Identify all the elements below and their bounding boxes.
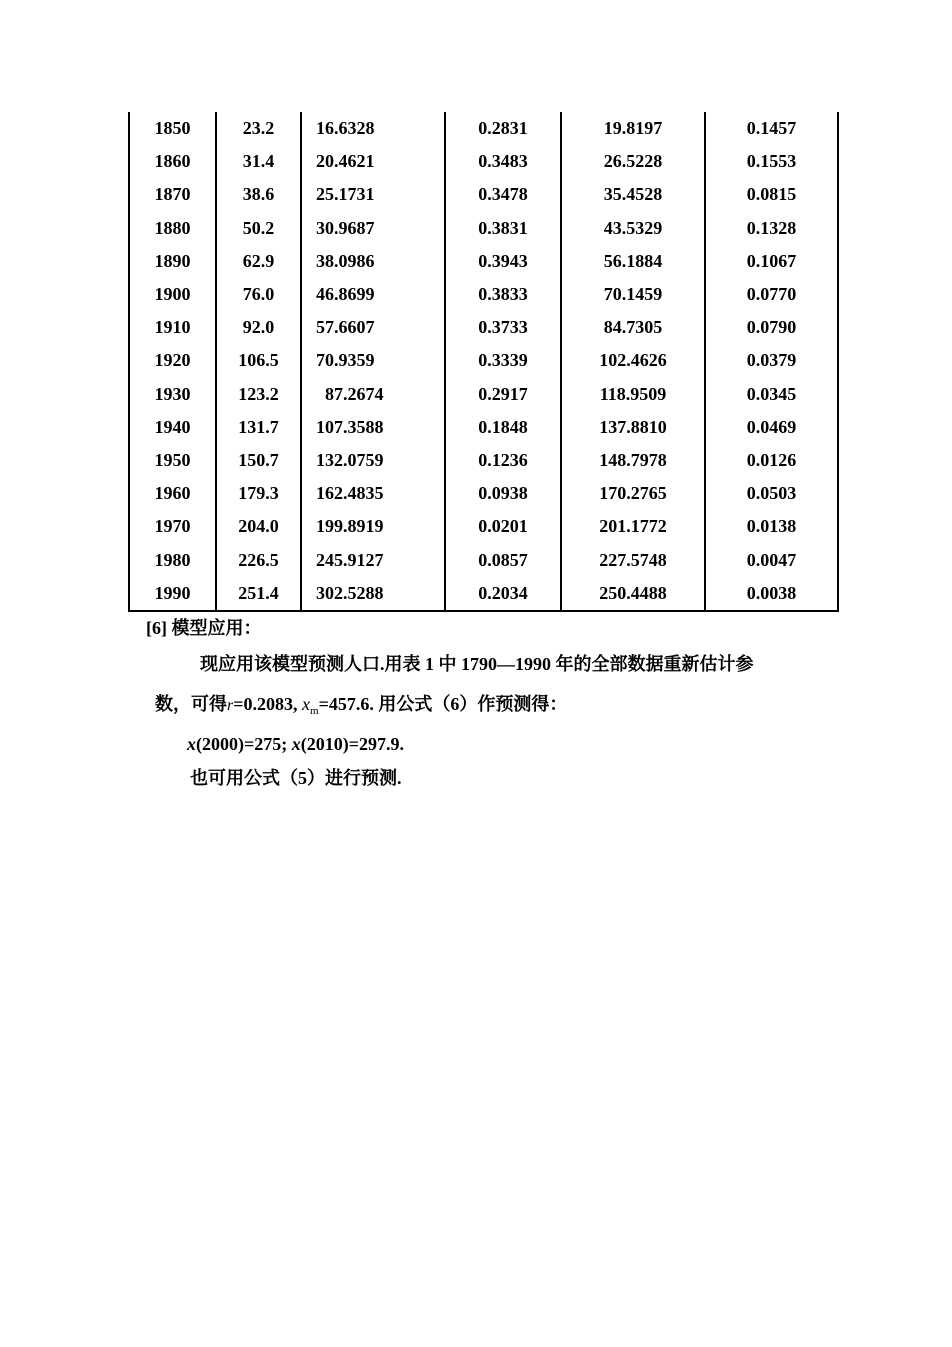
variable-x: x <box>302 694 310 714</box>
variable-r: r <box>227 697 234 714</box>
table-cell: 227.5748 <box>561 543 705 576</box>
paragraph-line-2 <box>155 692 567 723</box>
table-cell: 251.4 <box>216 577 301 611</box>
paragraph-2: 也可用公式（5）进行预测. <box>190 768 402 788</box>
table-cell: 1900 <box>129 278 216 311</box>
table-cell: 38.6 <box>216 178 301 211</box>
table-cell: 0.1457 <box>705 112 838 145</box>
table-cell: 150.7 <box>216 444 301 477</box>
paragraph-line-1: 现应用该模型预测人口.用表 1 中 1790—1990 年的全部数据重新估计参 <box>200 654 754 674</box>
table-cell: 162.4835 <box>301 477 445 510</box>
table-cell: 132.0759 <box>301 444 445 477</box>
table-cell: 0.2034 <box>445 577 561 611</box>
table-cell: 204.0 <box>216 510 301 543</box>
table-cell: 1890 <box>129 245 216 278</box>
table-row <box>129 477 838 510</box>
table-cell: 16.6328 <box>301 112 445 145</box>
table-cell: 137.8810 <box>561 411 705 444</box>
table-cell: 35.4528 <box>561 178 705 211</box>
table-cell: 43.5329 <box>561 212 705 245</box>
table-row <box>129 245 838 278</box>
table-cell: 0.0790 <box>705 311 838 344</box>
table-cell: 102.4626 <box>561 344 705 377</box>
table-cell: 1990 <box>129 577 216 611</box>
table-cell: 0.3483 <box>445 145 561 178</box>
table-cell: 0.0857 <box>445 543 561 576</box>
table-cell: 56.1884 <box>561 245 705 278</box>
table-cell: 0.2831 <box>445 112 561 145</box>
table-cell: 76.0 <box>216 278 301 311</box>
table-cell: 1850 <box>129 112 216 145</box>
table-cell: 201.1772 <box>561 510 705 543</box>
table-cell: 0.3831 <box>445 212 561 245</box>
table-cell: 0.1328 <box>705 212 838 245</box>
table-cell: 0.0126 <box>705 444 838 477</box>
table-cell: 1920 <box>129 344 216 377</box>
table-cell: 31.4 <box>216 145 301 178</box>
table-cell: 106.5 <box>216 344 301 377</box>
table-cell: 1980 <box>129 543 216 576</box>
table-cell: 1930 <box>129 378 216 411</box>
table-cell: 30.9687 <box>301 212 445 245</box>
table-row <box>129 378 838 411</box>
table-row <box>129 112 838 145</box>
table-cell: 170.2765 <box>561 477 705 510</box>
table-body <box>129 112 838 611</box>
table-cell: 0.0770 <box>705 278 838 311</box>
table-cell: 302.5288 <box>301 577 445 611</box>
table-cell: 25.1731 <box>301 178 445 211</box>
table-row <box>129 510 838 543</box>
table-cell: 0.2917 <box>445 378 561 411</box>
table-cell: 131.7 <box>216 411 301 444</box>
table-cell: 0.0503 <box>705 477 838 510</box>
text-segment: (2000)=275; <box>196 734 292 754</box>
table-cell: 0.0379 <box>705 344 838 377</box>
table-cell: 62.9 <box>216 245 301 278</box>
table-cell: 0.1553 <box>705 145 838 178</box>
table-cell: 84.7305 <box>561 311 705 344</box>
table-cell: 118.9509 <box>561 378 705 411</box>
table-row <box>129 577 838 611</box>
table-cell: 1880 <box>129 212 216 245</box>
table-row <box>129 178 838 211</box>
table-cell: 0.0938 <box>445 477 561 510</box>
table-cell: 0.0469 <box>705 411 838 444</box>
table-cell: 92.0 <box>216 311 301 344</box>
table-cell: 0.0038 <box>705 577 838 611</box>
table-cell: 50.2 <box>216 212 301 245</box>
table-cell: 70.9359 <box>301 344 445 377</box>
table-row <box>129 344 838 377</box>
table-row <box>129 311 838 344</box>
table-cell: 0.1848 <box>445 411 561 444</box>
table-cell: 23.2 <box>216 112 301 145</box>
table-cell: 0.0138 <box>705 510 838 543</box>
table-cell: 38.0986 <box>301 245 445 278</box>
table-cell: 1960 <box>129 477 216 510</box>
subscript-m: m <box>310 705 319 717</box>
text-segment: =0.2083, <box>233 694 302 714</box>
table-row <box>129 444 838 477</box>
table-cell: 1970 <box>129 510 216 543</box>
section-heading: [6] 模型应用： <box>146 618 262 638</box>
table-cell: 46.8699 <box>301 278 445 311</box>
table-cell: 70.1459 <box>561 278 705 311</box>
table-cell: 0.0815 <box>705 178 838 211</box>
variable-x: x <box>291 734 301 754</box>
table-cell: 1870 <box>129 178 216 211</box>
table-cell: 199.8919 <box>301 510 445 543</box>
variable-x: x <box>187 734 196 754</box>
table-row <box>129 543 838 576</box>
table-row <box>129 212 838 245</box>
table-cell: 20.4621 <box>301 145 445 178</box>
table-row <box>129 278 838 311</box>
table-cell: 0.0345 <box>705 378 838 411</box>
table-cell: 57.6607 <box>301 311 445 344</box>
table-cell: 0.1067 <box>705 245 838 278</box>
table-cell: 123.2 <box>216 378 301 411</box>
table-cell: 0.3339 <box>445 344 561 377</box>
table-cell: 0.0201 <box>445 510 561 543</box>
table-row <box>129 411 838 444</box>
text-segment: (2010)=297.9. <box>300 734 404 754</box>
prediction-line <box>187 732 404 756</box>
table-cell: 0.3478 <box>445 178 561 211</box>
table-cell: 0.0047 <box>705 543 838 576</box>
text-segment: =457.6. 用公式（6）作预测得： <box>318 694 568 714</box>
table-cell: 26.5228 <box>561 145 705 178</box>
table-cell: 0.3943 <box>445 245 561 278</box>
table-cell: 0.3833 <box>445 278 561 311</box>
table-row <box>129 145 838 178</box>
data-table <box>128 112 839 612</box>
table-cell: 107.3588 <box>301 411 445 444</box>
table-cell: 226.5 <box>216 543 301 576</box>
table-cell: 148.7978 <box>561 444 705 477</box>
table-cell: 179.3 <box>216 477 301 510</box>
table-cell: 250.4488 <box>561 577 705 611</box>
table-cell: 245.9127 <box>301 543 445 576</box>
text-segment: 数，可得 <box>155 694 227 714</box>
table-cell: 1860 <box>129 145 216 178</box>
table-cell: 1950 <box>129 444 216 477</box>
table-cell: 0.3733 <box>445 311 561 344</box>
table-cell: 87.2674 <box>301 378 445 411</box>
table-cell: 19.8197 <box>561 112 705 145</box>
table-cell: 0.1236 <box>445 444 561 477</box>
table-cell: 1940 <box>129 411 216 444</box>
table-cell: 1910 <box>129 311 216 344</box>
